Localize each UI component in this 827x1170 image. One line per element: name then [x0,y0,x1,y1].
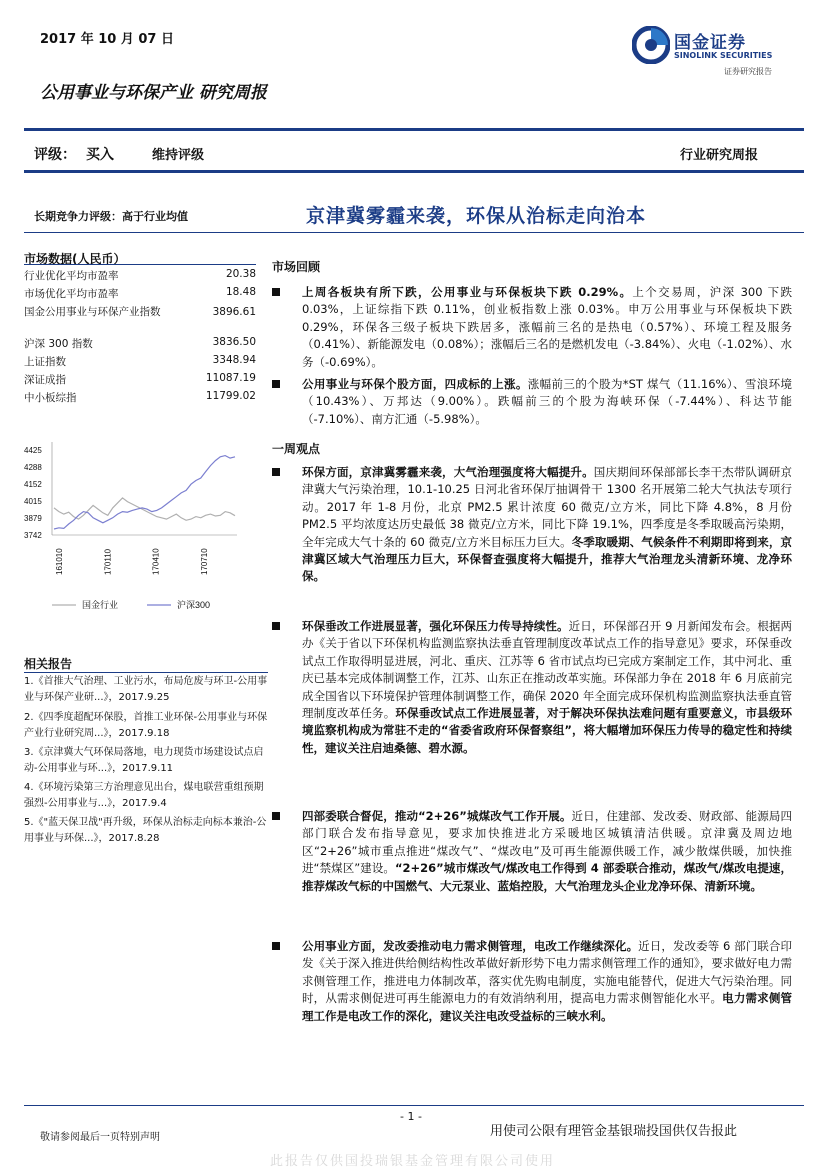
bullet-icon [272,942,280,950]
market-data-value: 20.38 [225,268,256,280]
market-data-row [24,354,256,369]
paragraph-lead: 四部委联合督促，推动“2+26”城煤改气工作开展。 [302,809,572,823]
usage-watermark: 此报告仅供国投瑞银基金管理有限公司使用 [270,1154,556,1169]
y-tick-label: 4152 [24,479,42,489]
market-data-value: 11087.19 [205,372,256,384]
market-data-value: 3896.61 [212,306,256,318]
rating-label: 评级： [34,147,76,163]
market-data-value: 3836.50 [212,336,256,348]
index-line-chart [22,430,262,630]
x-tick-label: 170410 [151,548,161,575]
x-tick-label: 170110 [103,548,113,575]
paragraph-conclusion: 环保垂改试点工作进展显著，对于解决环保执法难问题有重要意义，市县级环境监察机构成为常驻不走的“省委省政府环保督察组”，将大幅增加环保压力传导的稳定性和持续性，建议关注启迪桑德、碧水源。 [302,706,793,755]
rating-divider [24,170,804,173]
rating-bar [34,144,204,164]
related-report-text: 《"蓝天保卫战"再升级，环保从治标走向标本兼治-公用事业与环保...》，2017.8.28 [24,817,267,844]
report-title: 公用事业与环保产业 研究周报 [40,83,267,103]
market-data-row [24,304,256,320]
sinolink-logo-icon [632,26,670,64]
paragraph-conclusion: 电力需求侧管理工作是电改工作的深化，建议关注电改受益标的三峡水利。 [302,991,793,1023]
rating-value: 买入 [86,147,114,163]
related-report-num: 5. [24,817,34,828]
bullet-icon [272,622,280,630]
logo-english-name: SINOLINK SECURITIES [674,51,773,60]
paragraph-lead: 上周各板块有所下跌，公用事业与环保板块下跌 0.29%。 [302,285,633,299]
market-data-label: 行业优化平均市盈率 [24,270,119,282]
paragraph-lead: 公用事业方面，发改委推动电力需求侧管理，电改工作继续深化。 [302,939,639,953]
y-tick-label: 4288 [24,463,42,473]
footer-divider [24,1105,804,1106]
bullet-icon [272,288,280,296]
paragraph-lead: 环保垂改工作进展显著，强化环保压力传导持续性。 [302,619,569,633]
market-data-label: 深证成指 [24,374,66,386]
market-data-row [24,390,256,405]
related-report-num: 2. [24,712,34,723]
y-tick-label: 3742 [24,531,42,540]
logo-chinese-name: 国金证券 [674,33,746,53]
market-data-label: 中小板综指 [24,392,77,404]
weekly-view-paragraph [272,938,792,1025]
footer-usage-note: 用使司公限有理管金基银瑞投国供仅告报此 [490,1124,738,1139]
market-data-label: 上证指数 [24,356,66,368]
market-data-row [24,336,256,351]
x-tick-label: 161010 [55,548,64,575]
main-title: 京津冀雾霾来袭，环保从治标走向治本 [306,205,647,227]
paragraph-lead: 环保方面，京津冀雾霾来袭，大气治理强度将大幅提升。 [302,465,594,479]
paragraph-conclusion: “2+26”城市煤改气/煤改电工作得到 4 部委联合推动，煤改气/煤改电提速，推荐煤改气标的中国燃气、大元泵业、蓝焰控股，大气治理龙头企业龙净环保、清新环境。 [302,861,792,893]
paragraph-conclusion: 冬季取暖期、气候条件不利期即将到来，京津冀区域大气治理压力巨大，环保督查强度将大幅提升，推荐大气治理龙头清新环境、龙净环保。 [302,534,792,584]
y-tick-label: 4015 [24,497,42,507]
related-report-text: 《四季度超配环保股，首推工业环保-公用事业与环保产业行业研究周...》，2017.9.18 [24,712,268,739]
market-review-paragraph [272,284,792,371]
series-line-hs300 [54,456,235,529]
header-divider [24,128,804,131]
legend-label: 沪深300 [177,600,211,610]
market-data-row [24,268,256,283]
market-review-title: 市场回顾 [272,260,321,274]
bullet-icon [272,468,280,476]
related-report-item[interactable] [24,674,268,705]
rating-keep: 维持评级 [152,148,205,163]
related-report-num: 3. [24,747,34,758]
report-type: 行业研究周报 [680,148,759,163]
related-report-item[interactable] [24,710,268,741]
related-reports-title: 相关报告 [24,657,73,671]
paragraph-text: 近日，住建部、发改委、财政部、能源局四部门联合发布指导意见，要求加快推进北方采暖地区城镇清洁供暖。京津冀及周边地区“2+26”城市重点推进“煤改气”、“煤改电”及可再生能源供暖工作，减少散煤供暖，加快推进“禁煤区”建设。 [302,809,792,876]
paragraph-text: 国庆期间环保部部长李干杰带队调研京津冀大气污染治理，10.1-10.25 日河北省环保厅抽调骨干 1300 名开展第二轮大气执法专项行动。2017 年 1-8 月份，北京 PM2.5 累计浓度 60 微克/立方米，同比下降 4.8%，8 月份 PM2.5 平均浓度达历史最低 38 微克/立方米，同比下降 19.1%，四季度是冬季取暖高污染期，全年完成大气十条的 60 微克/立方米目标压力巨大。 [302,465,792,549]
market-data-label: 沪深 300 指数 [24,338,93,350]
bullet-icon [272,380,280,388]
market-data-title: 市场数据(人民币） [24,252,126,266]
market-data-label: 市场优化平均市盈率 [24,288,119,300]
related-report-text: 《京津冀大气环保局落地，电力现货市场建设试点启动-公用事业与环...》，2017.9.11 [24,747,264,774]
x-tick-label: 170710 [200,548,209,575]
related-report-item[interactable] [24,745,268,776]
market-data-value: 18.48 [225,286,256,298]
logo-subtitle: 证券研究报告 [724,67,772,76]
related-report-item[interactable] [24,815,268,846]
weekly-view-paragraph [272,618,792,757]
related-report-item[interactable] [24,780,268,811]
weekly-view-paragraph [272,808,792,895]
related-report-num: 4. [24,782,34,793]
related-report-num: 1. [24,676,34,687]
market-data-value: 11799.02 [205,390,256,402]
y-tick-label: 4425 [24,446,42,455]
paragraph-text: 近日，发改委等 6 部门联合印发《关于深入推进供给侧结构性改革做好新形势下电力需求侧管理工作的通知》，要求做好电力需求侧管理工作，推进电力体制改革，落实优先购电制度，实施电能替代，促进大气污染治理。同时，从需求侧促进可再生能源电力的有效消纳利用，提高电力需求侧智能化水平。 [302,939,792,1006]
report-date: 2017 年 10 月 07 日 [40,32,174,47]
disclaimer-note: 敬请参阅最后一页特别声明 [40,1132,160,1143]
market-data-value: 3348.94 [212,354,256,366]
paragraph-text: 涨幅前三的个股为*ST 煤气（11.16%）、雪浪环境（10.43%）、万邦达（9.00%）。跌幅前三的个股为海峡环保（-7.44%）、科达节能（-7.10%）、南方汇通（-5.98%）。 [302,377,793,426]
market-data-row [24,286,256,301]
sinolink-logo [632,24,792,82]
y-tick-label: 3879 [24,513,42,523]
paragraph-text: 近日，环保部召开 9 月新闻发布会。根据两办《关于省以下环保机构监测监察执法垂直管理制度改革试点工作的指导意见》要求，环保垂改试点工作取得明显进展，河北、重庆、江苏等 6 省市试点均已完成方案制定工作，其中河北、重庆已基本完成体制调整工作，江苏、山东正在推动改革实施。环保部力争在 2018 年 6 月底前完成全国省以下环境保护管理体制调整工作，确保 2020 年全面完成环保机构监测监察执法垂直管理制度改革任务。 [302,619,792,721]
related-divider [24,672,268,673]
related-report-text: 《环境污染第三方治理意见出台，煤电联营重组预期强烈-公用事业与...》，2017.9.4 [24,782,264,809]
weekly-view-paragraph [272,464,792,586]
title-divider [24,232,804,233]
related-report-text: 《首推大气治理、工业污水，布局危废与环卫-公用事业与环保产业研...》，2017.9.25 [24,676,268,703]
paragraph-lead: 公用事业与环保个股方面，四成标的上涨。 [302,377,528,391]
bullet-icon [272,812,280,820]
legend-label: 国金行业 [82,600,119,610]
market-data-divider [24,264,256,265]
market-review-paragraph [272,376,792,428]
weekly-view-title: 一周观点 [272,442,321,456]
competitiveness-rating: 长期竞争力评级：高于行业均值 [34,210,188,223]
paragraph-text: 上个交易周，沪深 300 下跌 0.03%，上证综指下跌 0.11%，创业板指数上涨 0.03%。申万公用事业与环保板块下跌 0.29%，环保各三级子板块下跌居多，涨幅前三名的是热电（0.57%）、环境工程及服务（0.41%）、新能源发电（0.08%）；涨幅后三名的是燃机发电（-3.84%）、火电（-1.02%）、水务（-0.69%）。 [302,285,792,369]
market-data-row [24,372,256,387]
market-data-label: 国金公用事业与环保产业指数 [24,306,161,318]
page-number: - 1 - [400,1110,422,1123]
